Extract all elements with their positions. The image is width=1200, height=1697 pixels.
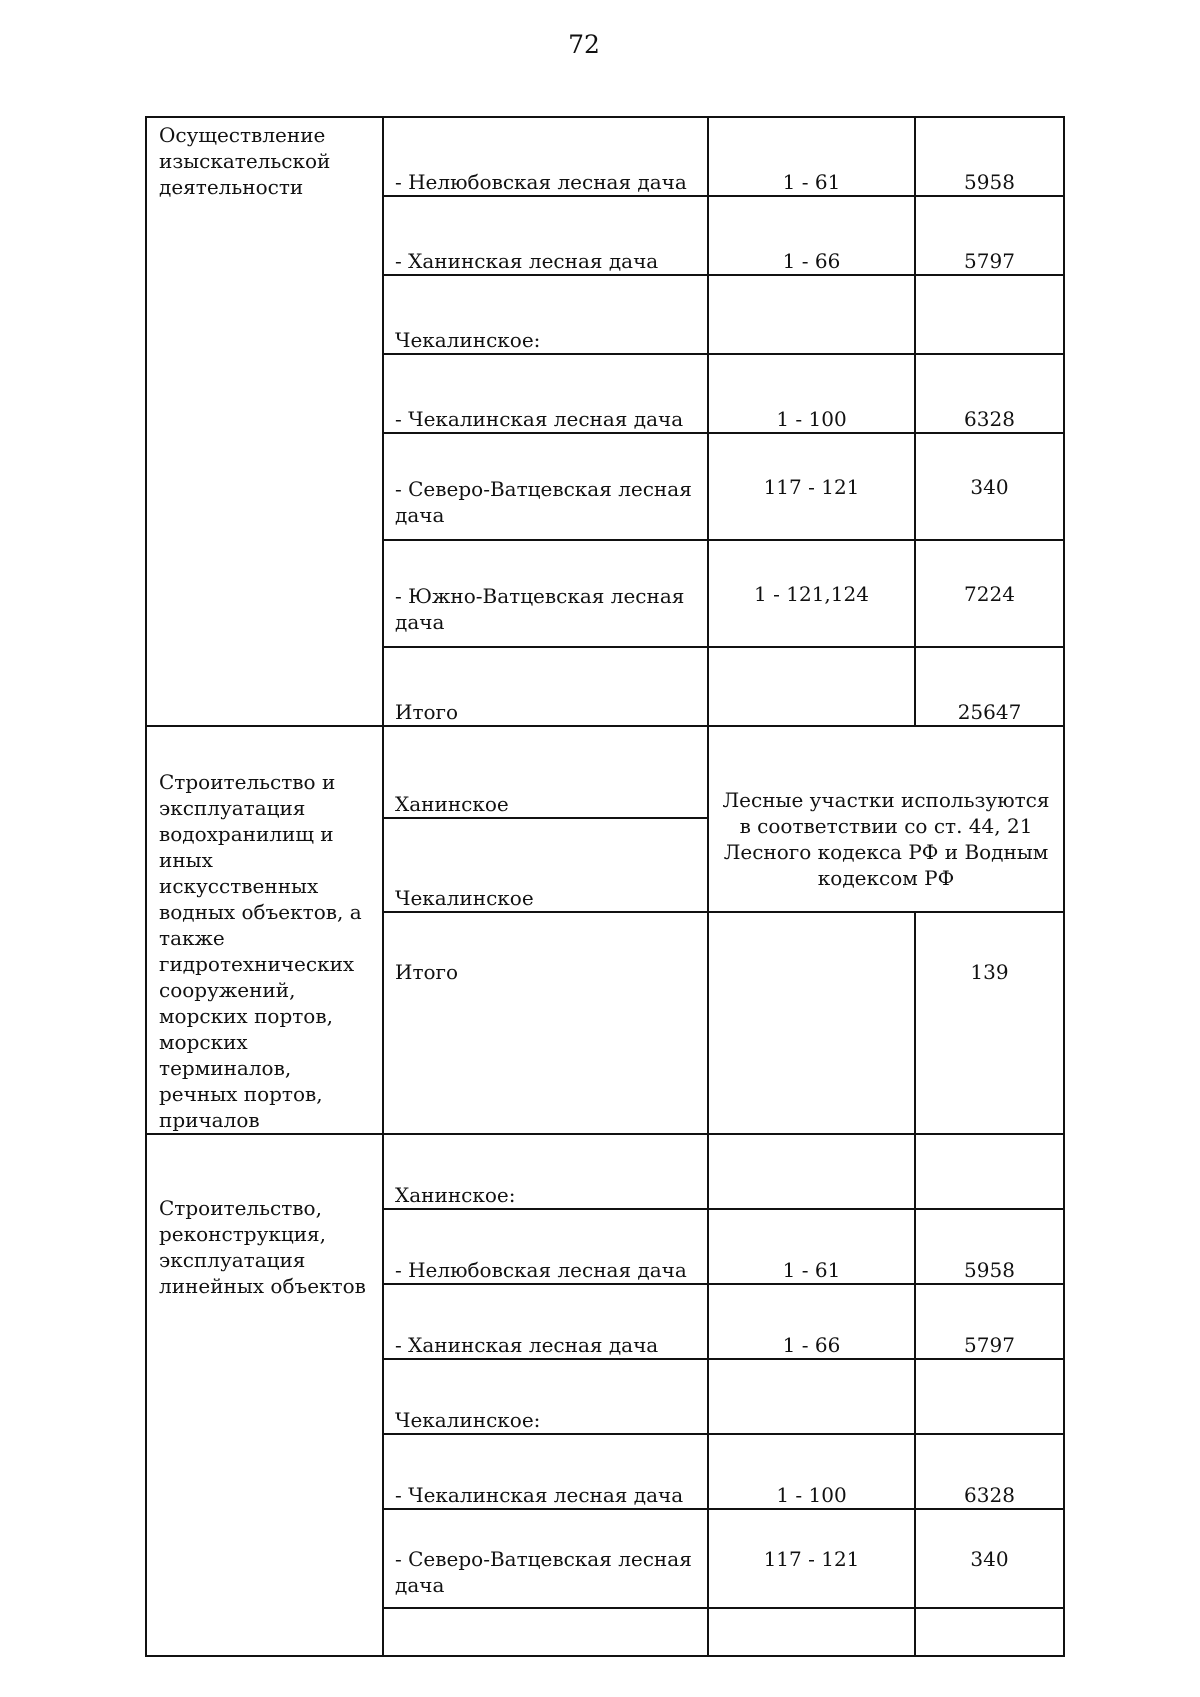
- quarters-cell: 1 - 121,124: [708, 540, 915, 647]
- category-cell: Строительство и эксплуатация водохранилищ и иных искусственных водных объектов, а также гидротехнических сооружений, морских портов, морских терминалов, речных портов, причалов: [146, 726, 383, 1134]
- area-cell: 5797: [915, 1284, 1064, 1359]
- quarters-cell: [708, 912, 915, 1134]
- area-cell: 7224: [915, 540, 1064, 647]
- area-cell: 6328: [915, 1434, 1064, 1509]
- forestry-name-cell: - Нелюбовская лесная дача: [383, 117, 708, 196]
- area-cell: 5797: [915, 196, 1064, 275]
- area-cell: 340: [915, 433, 1064, 540]
- category-cell: Строительство, реконструкция, эксплуатация линейных объектов: [146, 1134, 383, 1656]
- quarters-cell: [708, 275, 915, 354]
- page-number: 72: [568, 30, 600, 59]
- forestry-name-cell: - Нелюбовская лесная дача: [383, 1209, 708, 1284]
- forestry-name-cell: Ханинское: [383, 726, 708, 818]
- forestry-name-cell: - Северо-Ватцевская лесная дача: [383, 433, 708, 540]
- table-row: [146, 1134, 1064, 1209]
- quarters-cell: 1 - 66: [708, 1284, 915, 1359]
- quarters-cell: 1 - 100: [708, 1434, 915, 1509]
- forestry-name-cell: Чекалинское:: [383, 1359, 708, 1434]
- quarters-cell: 1 - 61: [708, 1209, 915, 1284]
- forestry-name-cell: [383, 1608, 708, 1656]
- forestry-name-cell: Чекалинское: [383, 818, 708, 912]
- quarters-cell: [708, 1134, 915, 1209]
- forestry-name-cell: - Северо-Ватцевская лесная дача: [383, 1509, 708, 1608]
- forestry-name-cell: - Южно-Ватцевская лесная дача: [383, 540, 708, 647]
- quarters-cell: [708, 1359, 915, 1434]
- forestry-name-cell: - Чекалинская лесная дача: [383, 354, 708, 433]
- quarters-cell: 1 - 61: [708, 117, 915, 196]
- table-row: [146, 726, 1064, 818]
- legal-note-cell: Лесные участки используются в соответствии со ст. 44, 21 Лесного кодекса РФ и Водным кодексом РФ: [708, 726, 1064, 912]
- quarters-cell: 1 - 66: [708, 196, 915, 275]
- forestry-name-cell: - Чекалинская лесная дача: [383, 1434, 708, 1509]
- area-cell: 5958: [915, 1209, 1064, 1284]
- forestry-name-cell: - Ханинская лесная дача: [383, 1284, 708, 1359]
- area-cell: 340: [915, 1509, 1064, 1608]
- quarters-cell: 117 - 121: [708, 433, 915, 540]
- total-area-cell: 25647: [915, 647, 1064, 726]
- quarters-cell: 1 - 100: [708, 354, 915, 433]
- area-cell: 6328: [915, 354, 1064, 433]
- area-cell: 5958: [915, 117, 1064, 196]
- area-cell: [915, 1134, 1064, 1209]
- forestry-name-cell: - Ханинская лесная дача: [383, 196, 708, 275]
- quarters-cell: 117 - 121: [708, 1509, 915, 1608]
- area-cell: [915, 1359, 1064, 1434]
- forestry-name-cell: Ханинское:: [383, 1134, 708, 1209]
- total-area-cell: 139: [915, 912, 1064, 1134]
- category-cell: Осуществление изыскательской деятельности: [146, 117, 383, 726]
- total-label: Итого: [383, 647, 708, 726]
- quarters-cell: [708, 1608, 915, 1656]
- area-cell: [915, 275, 1064, 354]
- forestry-name-cell: Чекалинское:: [383, 275, 708, 354]
- table-row: [146, 117, 1064, 196]
- area-cell: [915, 1608, 1064, 1656]
- total-label: Итого: [383, 912, 708, 1134]
- forest-use-table: [145, 116, 1065, 1657]
- quarters-cell: [708, 647, 915, 726]
